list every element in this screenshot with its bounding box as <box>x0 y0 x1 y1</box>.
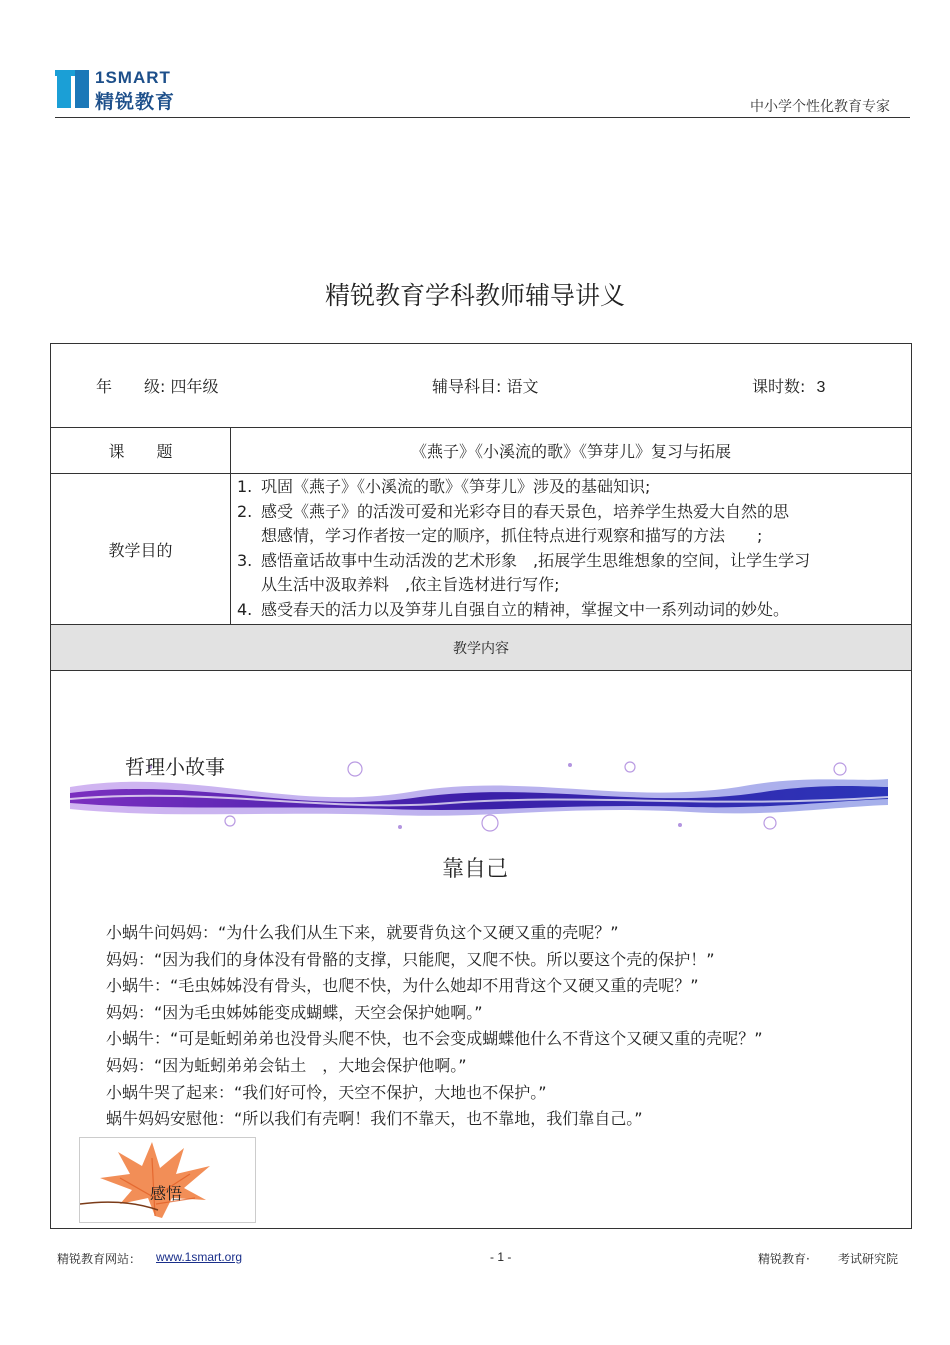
goal-line <box>231 500 911 525</box>
info-row <box>50 343 912 428</box>
footer-org: 精锐教育· <box>758 1252 810 1266</box>
logo <box>57 68 207 113</box>
goal-line <box>231 573 911 598</box>
hours-field <box>752 374 825 397</box>
footer-site-label: 精锐教育网站： <box>57 1252 142 1266</box>
story-line: 妈妈：“因为毛虫姊姊能变成蝴蝶，天空会保护她啊。” <box>106 1002 483 1022</box>
goal-line <box>231 598 911 623</box>
content-header: 教学内容 <box>50 624 912 671</box>
tagline: 中小学个性化教育专家 <box>750 99 890 115</box>
story-line: 蜗牛妈妈安慰他：“所以我们有壳啊！我们不靠天，也不靠地，我们靠自己。” <box>106 1109 643 1129</box>
goal-line <box>231 475 911 500</box>
subject-value: 语文 <box>506 377 539 396</box>
logo-text-cn: 精锐教育 <box>95 91 176 113</box>
hours-value: 3 <box>816 379 826 396</box>
footer-site-link[interactable]: www.1smart.org <box>156 1250 243 1264</box>
goal-text: 从生活中汲取养料 ,依主旨选材进行写作; <box>261 575 560 594</box>
topic-label: 课 题 <box>50 427 231 474</box>
banner-label: 哲理小故事 <box>125 755 225 779</box>
story-line: 小蜗牛：“可是蚯蚓弟弟也没骨头爬不快，也不会变成蝴蝶他什么不背这个又硬又重的壳呢？” <box>106 1029 763 1049</box>
grade-field <box>96 374 219 397</box>
story-line: 妈妈：“因为蚯蚓弟弟会钻土 ，大地会保护他啊。” <box>106 1055 467 1075</box>
story-title: 靠自己 <box>441 857 508 882</box>
goal-text: 感受《燕子》的活泼可爱和光彩夺目的春天景色，培养学生热爱大自然的思 <box>261 501 790 521</box>
story-line: 小蜗牛：“毛虫姊姊没有骨头，也爬不快，为什么她却不用背这个又硬又重的壳呢？” <box>106 976 699 996</box>
goal-number: 2. <box>237 501 253 521</box>
maple-leaf-image <box>79 1137 256 1223</box>
goal-number: 3. <box>237 550 253 570</box>
logo-text-en: 1SMART <box>95 68 171 87</box>
subject-label: 辅导科目: <box>432 377 502 396</box>
goal-text: 巩固《燕子》《小溪流的歌》《笋芽儿》涉及的基础知识; <box>261 477 651 496</box>
leaf-label: 感悟 <box>150 1184 183 1203</box>
hours-label: 课时数: <box>752 377 806 396</box>
goal-text: 感受春天的活力以及笋芽儿自强自立的精神，掌握文中一系列动词的妙处。 <box>261 599 790 619</box>
goal-text: 想感情，学习作者按一定的顺序，抓住特点进行观察和描写的方法 ; <box>261 526 763 545</box>
footer-dept: 考试研究院 <box>838 1252 899 1266</box>
story-line: 小蜗牛哭了起来：“我们好可怜，天空不保护，大地也不保护。” <box>106 1082 547 1102</box>
goal-number: 1. <box>237 477 253 496</box>
goals-label: 教学目的 <box>50 473 231 625</box>
goal-line <box>231 524 911 549</box>
story-line: 妈妈：“因为我们的身体没有骨骼的支撑，只能爬，又爬不快。所以要这个壳的保护！” <box>106 949 715 969</box>
goals-list <box>230 473 912 625</box>
grade-value: 四年级 <box>170 377 219 396</box>
topic-value: 《燕子》《小溪流的歌》《笋芽儿》复习与拓展 <box>230 427 912 474</box>
story-line: 小蜗牛问妈妈：“为什么我们从生下来，就要背负这个又硬又重的壳呢？” <box>106 923 619 942</box>
goal-line <box>231 549 911 574</box>
header-divider <box>55 117 910 118</box>
page-title: 精锐教育学科教师辅导讲义 <box>324 281 625 310</box>
grade-label: 年 级: <box>96 377 166 396</box>
story-text <box>106 920 763 1133</box>
page-number: - 1 - <box>490 1250 512 1264</box>
subject-field <box>432 374 539 397</box>
goal-number: 4. <box>237 599 253 619</box>
goal-text: 感悟童话故事中生动活泼的艺术形象 ,拓展学生思维想象的空间，让学生学习 <box>261 550 811 570</box>
